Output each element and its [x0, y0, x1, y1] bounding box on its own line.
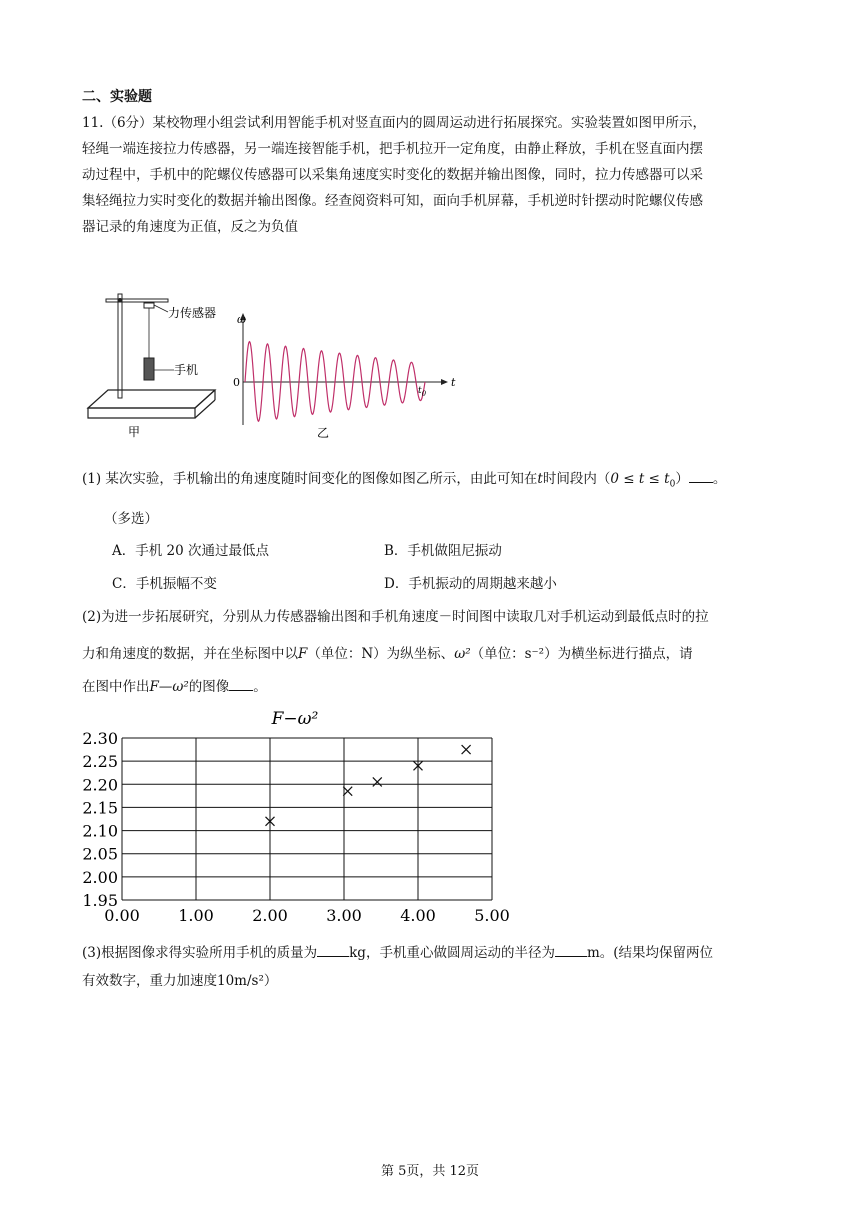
chart-tick-labels: [82, 729, 509, 925]
stem-line-3: 动过程中，手机中的陀螺仪传感器可以采集角速度实时变化的数据并输出图像，同时，拉力传感器可以采: [82, 167, 703, 183]
data-point-x-marker: [373, 777, 382, 786]
option-d: D．手机振动的周期越来越小: [384, 576, 557, 592]
sensor-label: 力传感器: [168, 306, 217, 320]
angular-velocity-graph: [230, 305, 460, 440]
radius-answer-blank[interactable]: [555, 944, 587, 957]
x-tick-label: 1.00: [178, 906, 214, 925]
question-stem: [82, 110, 782, 240]
damped-wave-curve: [245, 342, 425, 422]
part2-line-1: (2)为进一步拓展研究，分别从力传感器输出图和手机角速度－时间图中读取几对手机运动到最低点时的拉: [82, 609, 709, 625]
origin-label: 0: [233, 376, 240, 389]
x-tick-label: 2.00: [252, 906, 288, 925]
t0-label: $t_0$: [418, 386, 427, 398]
chart-title: F−ω²: [271, 709, 319, 729]
phone-label: 手机: [174, 363, 199, 377]
y-tick-label: 2.25: [82, 752, 118, 772]
f-omega-squared-chart[interactable]: [60, 700, 520, 930]
part1-question: (1) 某次实验，手机输出的角速度随时间变化的图像如图乙所示，由此可知在t时间段内$(0 \le t \le t_0)$ 。: [82, 471, 727, 490]
stem-line-2: 轻绳一端连接拉力传感器，另一端连接智能手机，把手机拉开一定角度，由静止释放，手机在竖直面内摆: [82, 141, 703, 157]
t-axis-label: t: [451, 376, 456, 389]
y-tick-label: 1.95: [82, 891, 118, 910]
part2-line-2: 力和角速度的数据，并在坐标图中以F（单位：N）为纵坐标、ω²（单位：s⁻²）为横坐标进行描点，请: [82, 646, 693, 662]
y-tick-label: 2.10: [82, 821, 118, 841]
stem-line-4: 集轻绳拉力实时变化的数据并输出图像。经查阅资料可知，面向手机屏幕，手机逆时针摆动时陀螺仪传感: [82, 193, 703, 209]
page-footer: 第 5页，共 12页: [380, 1164, 480, 1179]
option-c: C．手机振幅不变: [112, 576, 217, 592]
apparatus-figure: [80, 290, 230, 440]
x-tick-label: 5.00: [474, 906, 510, 925]
figure-yi-caption: 乙: [317, 426, 330, 440]
x-tick-label: 0.00: [104, 906, 140, 925]
answer-blank-2[interactable]: [229, 678, 253, 691]
part3-line-2: 有效数字，重力加速度10m/s²）: [82, 973, 278, 989]
part2-line-3: 在图中作出F—ω²的图像 。: [82, 679, 267, 695]
section-title: 二、实验题: [82, 89, 152, 105]
part3-line-1: (3)根据图像求得实验所用手机的质量为 kg，手机重心做圆周运动的半径为 m。(结果均保留两位: [82, 945, 714, 961]
y-tick-label: 2.20: [82, 775, 118, 795]
y-tick-label: 2.05: [82, 844, 118, 864]
stem-line-1: 11.（6分）某校物理小组尝试利用智能手机对竖直面内的圆周运动进行拓展探究。实验装置如图甲所示，: [82, 115, 707, 131]
data-point-x-marker: [343, 787, 352, 796]
answer-blank-1[interactable]: [689, 470, 713, 483]
y-tick-label: 2.00: [82, 867, 118, 887]
option-a: A．手机 20 次通过最低点: [112, 543, 270, 559]
y-tick-label: 2.30: [82, 729, 118, 748]
data-point-x-marker: [462, 745, 471, 754]
chart-grid: [122, 738, 492, 900]
stem-line-5: 器记录的角速度为正值，反之为负值: [82, 219, 298, 235]
multi-select-note: （多选）: [104, 511, 158, 527]
x-tick-label: 3.00: [326, 906, 362, 925]
x-tick-label: 4.00: [400, 906, 436, 925]
chart-points: [266, 745, 471, 826]
option-b: B．手机做阻尼振动: [384, 543, 502, 559]
figure-jia-caption: 甲: [128, 425, 141, 439]
mass-answer-blank[interactable]: [317, 944, 349, 957]
y-tick-label: 2.15: [82, 798, 118, 818]
omega-axis-label: ω: [237, 313, 246, 326]
